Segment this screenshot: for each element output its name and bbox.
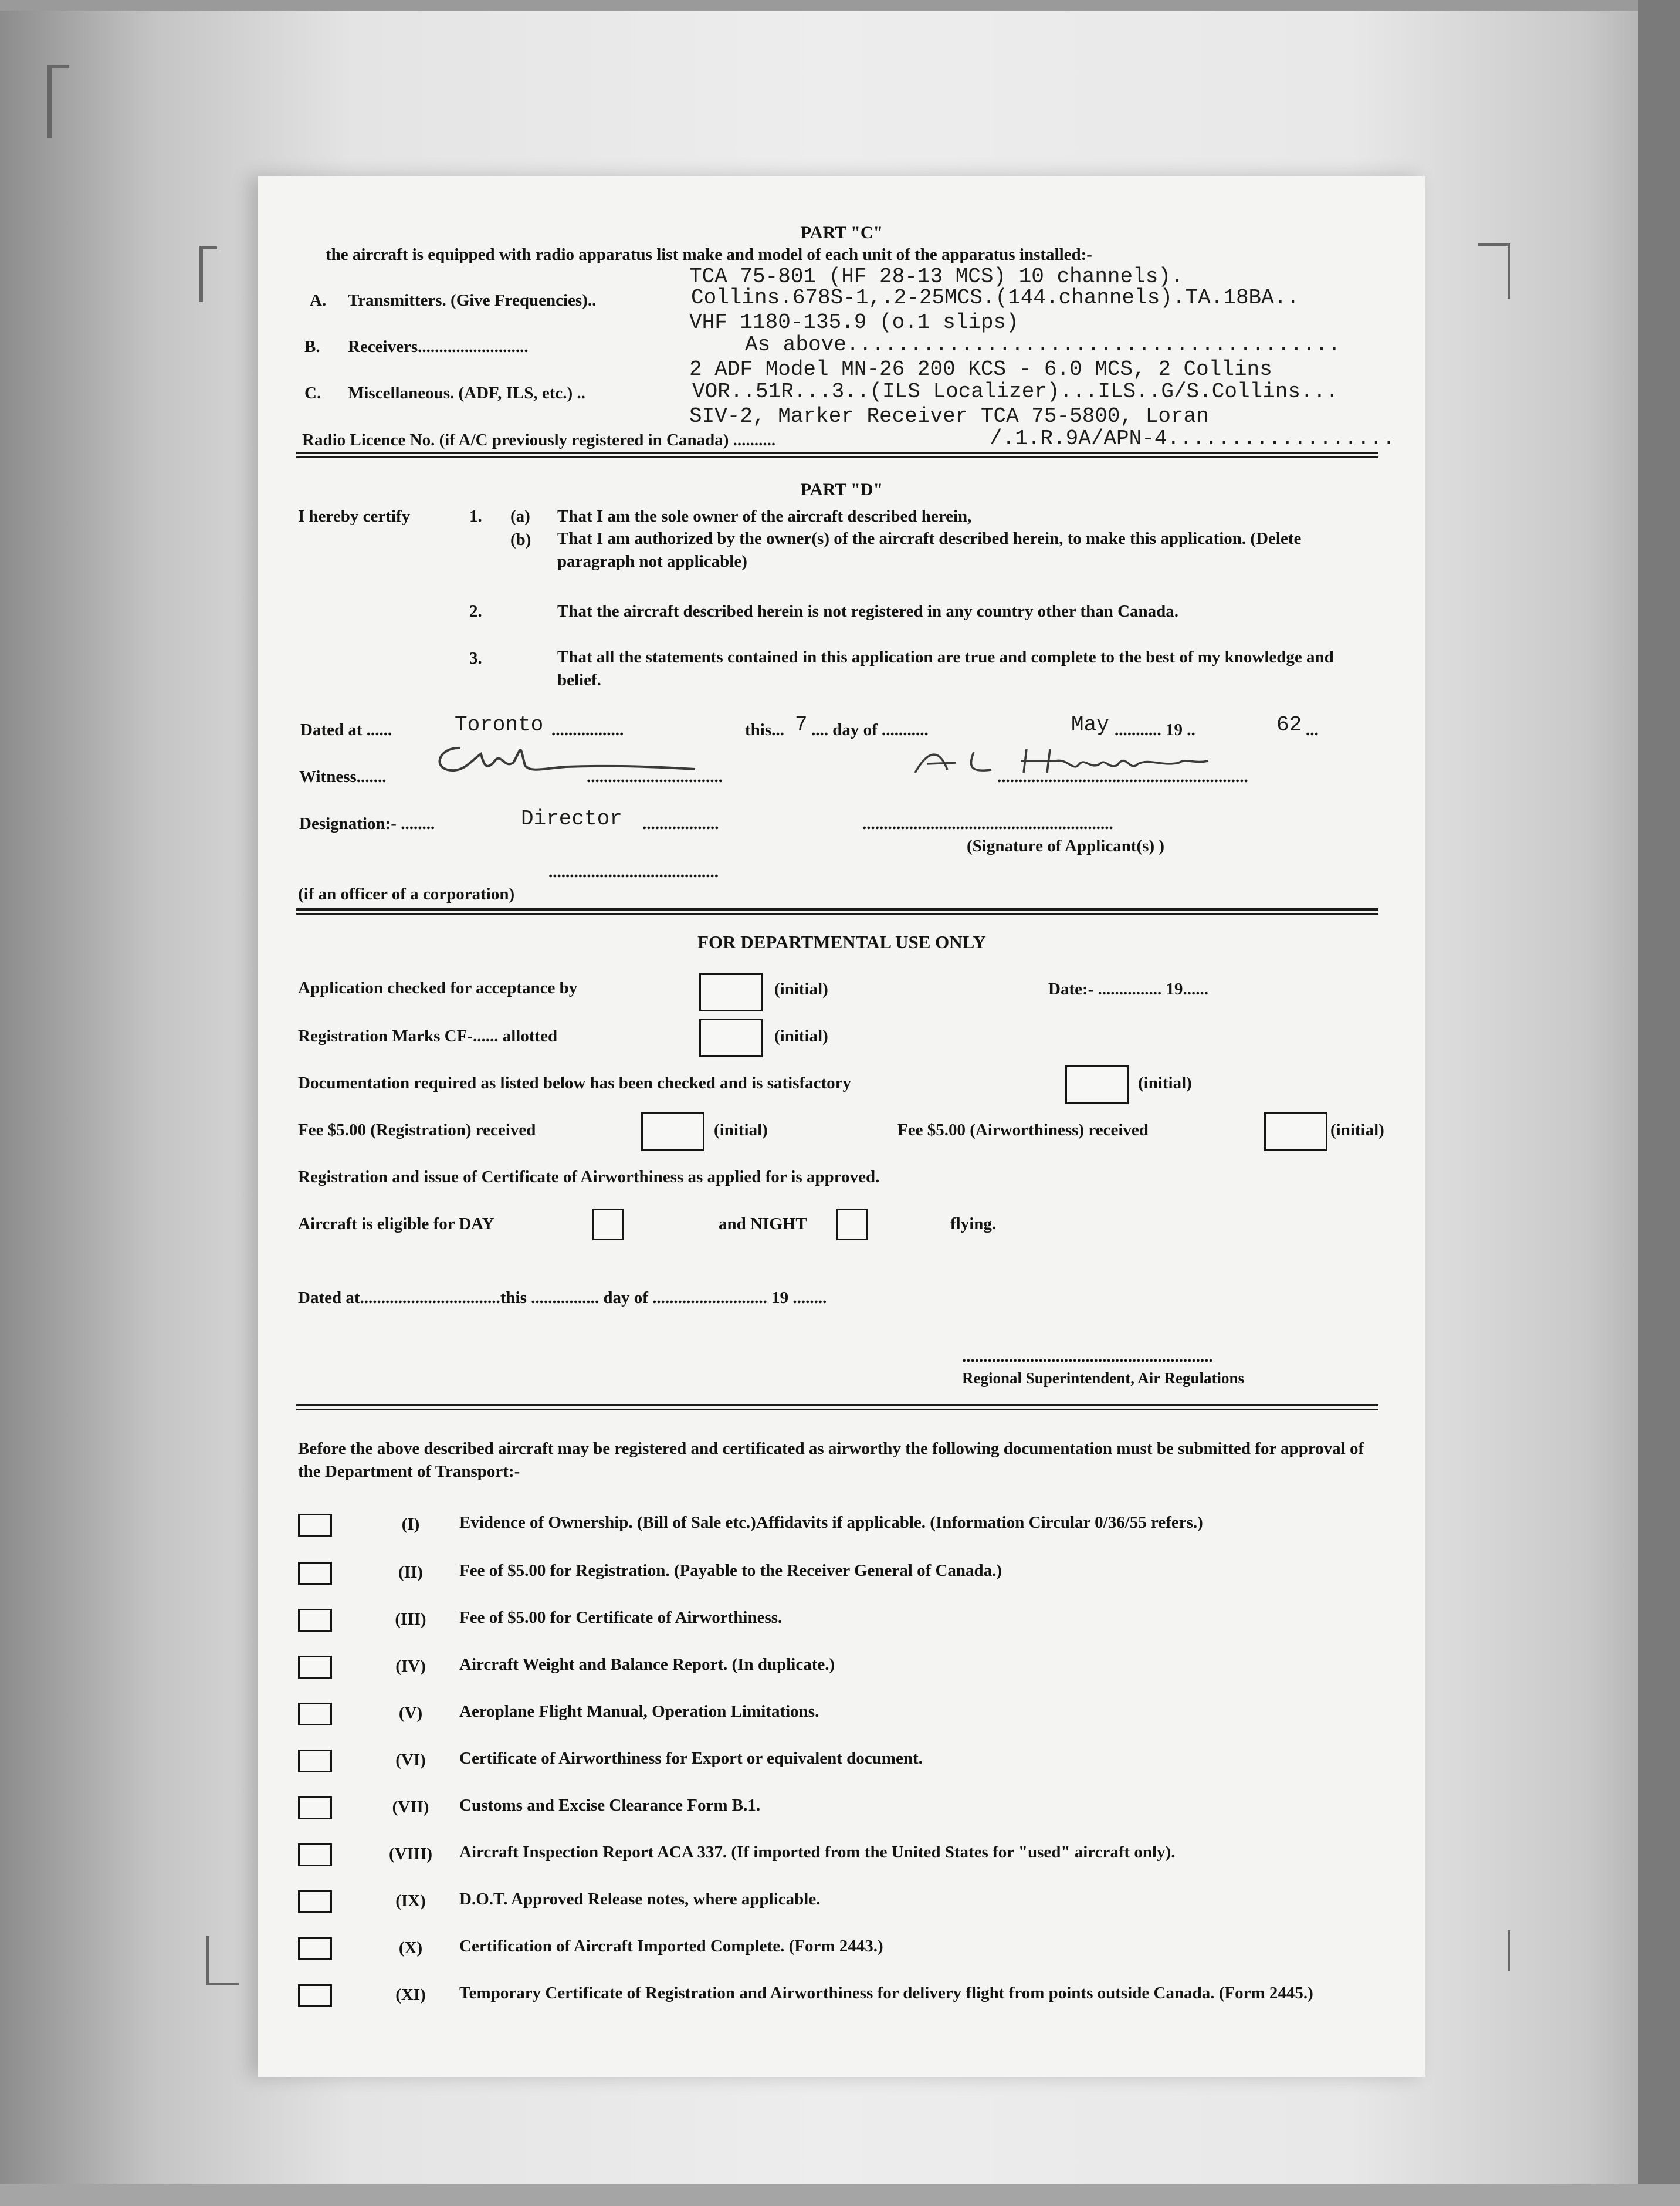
- documentation-checkbox[interactable]: [298, 1656, 332, 1679]
- crop-mark-right-lower: [1490, 1930, 1510, 1971]
- departmental-dated-line: Dated at.................................this ................ day of ........................... 19 ........: [298, 1288, 827, 1307]
- crop-mark-left-lower: [206, 1936, 239, 1985]
- miscellaneous-letter: C.: [304, 384, 321, 402]
- scan-edge-top: [0, 0, 1680, 11]
- documentation-item-number: (IV): [395, 1657, 426, 1676]
- divider-part-d: [296, 908, 1378, 911]
- fee-registration-label: Fee $5.00 (Registration) received: [298, 1121, 536, 1139]
- statement-2-text: That the aircraft described herein is not registered in any country other than Canada.: [557, 602, 1179, 621]
- part-c-title: PART "C": [800, 223, 883, 242]
- documentation-item-number: (X): [398, 1938, 423, 1957]
- day-value: 7: [795, 713, 808, 737]
- documentation-item-number: (I): [401, 1515, 420, 1534]
- radio-licence-value: /.1.R.9A/APN-4..................: [990, 427, 1396, 451]
- documentation-item-number: (II): [398, 1563, 423, 1582]
- day-of-label: .... day of ...........: [811, 720, 929, 739]
- superintendent-dots: ...........................................................: [962, 1347, 1213, 1366]
- flying-label: flying.: [950, 1214, 997, 1233]
- documentation-item-number: (VII): [392, 1798, 429, 1816]
- documentation-checkbox[interactable]: [298, 1750, 332, 1772]
- form-page: [258, 176, 1425, 2077]
- month-value: May: [1071, 713, 1109, 737]
- transmitters-line-2: Collins.678S-1,.2-25MCS.(144.channels).TA.18BA..: [691, 286, 1299, 310]
- superintendent-caption: Regional Superintendent, Air Regulations: [962, 1369, 1245, 1387]
- documentation-item-text: Evidence of Ownership. (Bill of Sale etc.)Affidavits if applicable. (Information Circular 0/36/55 refers.): [459, 1513, 1203, 1532]
- applicant-signature-dots: ...........................................................: [862, 814, 1113, 833]
- witness-dots: ................................: [587, 767, 723, 786]
- designation-dots: ..................: [642, 814, 719, 833]
- documentation-checkbox[interactable]: [298, 1609, 332, 1632]
- documentation-item-number: (XI): [395, 1985, 426, 2004]
- receivers-value: As above.......................................: [745, 333, 1341, 357]
- miscellaneous-line-3: SIV-2, Marker Receiver TCA 75-5800, Loran: [689, 404, 1209, 428]
- crop-mark-right-upper: [1478, 243, 1510, 299]
- fee-airworthiness-initial-box[interactable]: [1264, 1112, 1327, 1151]
- fee-airworthiness-initial-caption: (initial): [1330, 1121, 1384, 1139]
- statement-1a-mark: (a): [510, 507, 530, 526]
- divider-departmental: [296, 1404, 1378, 1406]
- night-flying-box[interactable]: [836, 1209, 868, 1240]
- divider-departmental-inner: [296, 1409, 1378, 1410]
- documentation-item-text: Aircraft Inspection Report ACA 337. (If imported from the United States for "used" aircraft only).: [459, 1843, 1176, 1862]
- eligible-night-label: and NIGHT: [719, 1214, 807, 1233]
- documentation-checkbox[interactable]: [298, 1796, 332, 1819]
- documentation-initial-box[interactable]: [1065, 1065, 1129, 1104]
- registration-marks-initial-box[interactable]: [699, 1019, 763, 1057]
- crop-mark-top-left: [47, 65, 69, 138]
- transmitters-line-1: TCA 75-801 (HF 28-13 MCS) 10 channels).: [689, 265, 1184, 289]
- registration-marks-initial-caption: (initial): [774, 1027, 828, 1046]
- officer-dots: ........................................: [548, 862, 719, 881]
- part-d-title: PART "D": [800, 480, 883, 499]
- documentation-checkbox[interactable]: [298, 1514, 332, 1537]
- applicant-dots: ...........................................................: [997, 767, 1248, 786]
- dated-at-label: Dated at ......: [300, 720, 392, 739]
- dated-at-dots: .................: [551, 720, 624, 739]
- documentation-checkbox[interactable]: [298, 1890, 332, 1913]
- divider-part-c: [296, 452, 1378, 454]
- certify-label: I hereby certify: [298, 507, 411, 526]
- documentation-item-text: Fee of $5.00 for Certificate of Airworthiness.: [459, 1608, 783, 1627]
- year-dots: ........... 19 ..: [1115, 720, 1195, 739]
- this-label: this...: [745, 720, 784, 739]
- documentation-item-text: Certificate of Airworthiness for Export or equivalent document.: [459, 1749, 923, 1768]
- documentation-item-text: Temporary Certificate of Registration and Airworthiness for delivery flight from points outside Canada. (Form 2445.): [459, 1984, 1313, 2002]
- miscellaneous-label: Miscellaneous. (ADF, ILS, etc.) ..: [348, 384, 585, 402]
- officer-caption: (if an officer of a corporation): [298, 885, 515, 904]
- transmitters-letter: A.: [310, 291, 327, 310]
- departmental-title: FOR DEPARTMENTAL USE ONLY: [697, 932, 986, 952]
- documentation-item-number: (III): [395, 1610, 426, 1629]
- acceptance-initial-caption: (initial): [774, 980, 828, 999]
- registration-marks-label: Registration Marks CF-...... allotted: [298, 1027, 558, 1046]
- statement-1-number: 1.: [469, 507, 482, 526]
- designation-label: Designation:- ........: [299, 814, 435, 833]
- year-value: 62: [1276, 713, 1302, 737]
- fee-registration-initial-caption: (initial): [714, 1121, 768, 1139]
- statement-3-text: That all the statements contained in this application are true and complete to the best of my knowledge and belief.: [557, 648, 1334, 690]
- documentation-item-text: Customs and Excise Clearance Form B.1.: [459, 1796, 761, 1815]
- miscellaneous-pre-line: 2 ADF Model MN-26 200 KCS - 6.0 MCS, 2 Collins: [689, 357, 1272, 381]
- receivers-letter: B.: [304, 337, 320, 356]
- documentation-intro: Before the above described aircraft may be registered and certificated as airworthy the following documentation must be submitted for approval of the Department of Transport:-: [298, 1439, 1364, 1481]
- dated-at-value: Toronto: [455, 713, 544, 737]
- documentation-item-number: (IX): [395, 1892, 426, 1910]
- acceptance-initial-box[interactable]: [699, 973, 763, 1011]
- year-trailing-dots: ...: [1306, 720, 1319, 739]
- documentation-checkbox[interactable]: [298, 1703, 332, 1725]
- documentation-item-text: Certification of Aircraft Imported Complete. (Form 2443.): [459, 1937, 883, 1955]
- documentation-item-number: (VIII): [388, 1845, 433, 1863]
- day-flying-box[interactable]: [592, 1209, 624, 1240]
- approval-statement: Registration and issue of Certificate of Airworthiness as applied for is approved.: [298, 1168, 880, 1186]
- documentation-item-text: Aeroplane Flight Manual, Operation Limitations.: [459, 1702, 819, 1721]
- acceptance-date-field: Date:- ............... 19......: [1048, 980, 1209, 999]
- documentation-checked-label: Documentation required as listed below has been checked and is satisfactory: [298, 1074, 852, 1092]
- divider-part-c-inner: [296, 456, 1378, 458]
- miscellaneous-value: VOR..51R...3..(ILS Localizer)...ILS..G/S.Collins...: [692, 380, 1339, 404]
- statement-1b-mark: (b): [510, 530, 531, 549]
- documentation-initial-caption: (initial): [1138, 1074, 1192, 1092]
- fee-airworthiness-label: Fee $5.00 (Airworthiness) received: [897, 1121, 1149, 1139]
- documentation-checkbox[interactable]: [298, 1562, 332, 1585]
- documentation-item-number: (V): [398, 1704, 423, 1723]
- eligible-day-label: Aircraft is eligible for DAY: [298, 1214, 494, 1233]
- radio-licence-label: Radio Licence No. (if A/C previously registered in Canada) ..........: [302, 431, 776, 449]
- divider-part-d-inner: [296, 913, 1378, 915]
- crop-mark-left-upper: [199, 246, 217, 302]
- scan-edge-bottom: [0, 2184, 1680, 2206]
- fee-registration-initial-box[interactable]: [641, 1112, 704, 1151]
- statement-3-number: 3.: [469, 649, 482, 668]
- receivers-label: Receivers..........................: [348, 337, 529, 356]
- receivers-pre-line: VHF 1180-135.9 (o.1 slips): [689, 310, 1019, 334]
- documentation-item-text: D.O.T. Approved Release notes, where applicable.: [459, 1890, 821, 1909]
- documentation-checkbox[interactable]: [298, 1843, 332, 1866]
- documentation-checkbox[interactable]: [298, 1937, 332, 1960]
- applicant-signature-caption: (Signature of Applicant(s) ): [967, 837, 1165, 855]
- documentation-item-text: Fee of $5.00 for Registration. (Payable to the Receiver General of Canada.): [459, 1561, 1002, 1580]
- designation-value: Director: [521, 807, 622, 831]
- scan-edge-right: [1638, 0, 1680, 2206]
- statement-2-number: 2.: [469, 602, 482, 621]
- transmitters-label: Transmitters. (Give Frequencies)..: [348, 291, 597, 310]
- documentation-item-text: Aircraft Weight and Balance Report. (In duplicate.): [459, 1655, 835, 1674]
- documentation-item-number: (VI): [395, 1751, 426, 1769]
- checked-for-acceptance-label: Application checked for acceptance by: [298, 979, 578, 997]
- part-c-intro: the aircraft is equipped with radio apparatus list make and model of each unit of the apparatus installed:-: [326, 245, 1092, 264]
- witness-label: Witness.......: [299, 767, 387, 786]
- statement-1a-text: That I am the sole owner of the aircraft described herein,: [557, 507, 972, 526]
- documentation-checkbox[interactable]: [298, 1984, 332, 2007]
- statement-1b-text: That I am authorized by the owner(s) of the aircraft described herein, to make this application. (Delete paragraph not applicable): [557, 529, 1302, 571]
